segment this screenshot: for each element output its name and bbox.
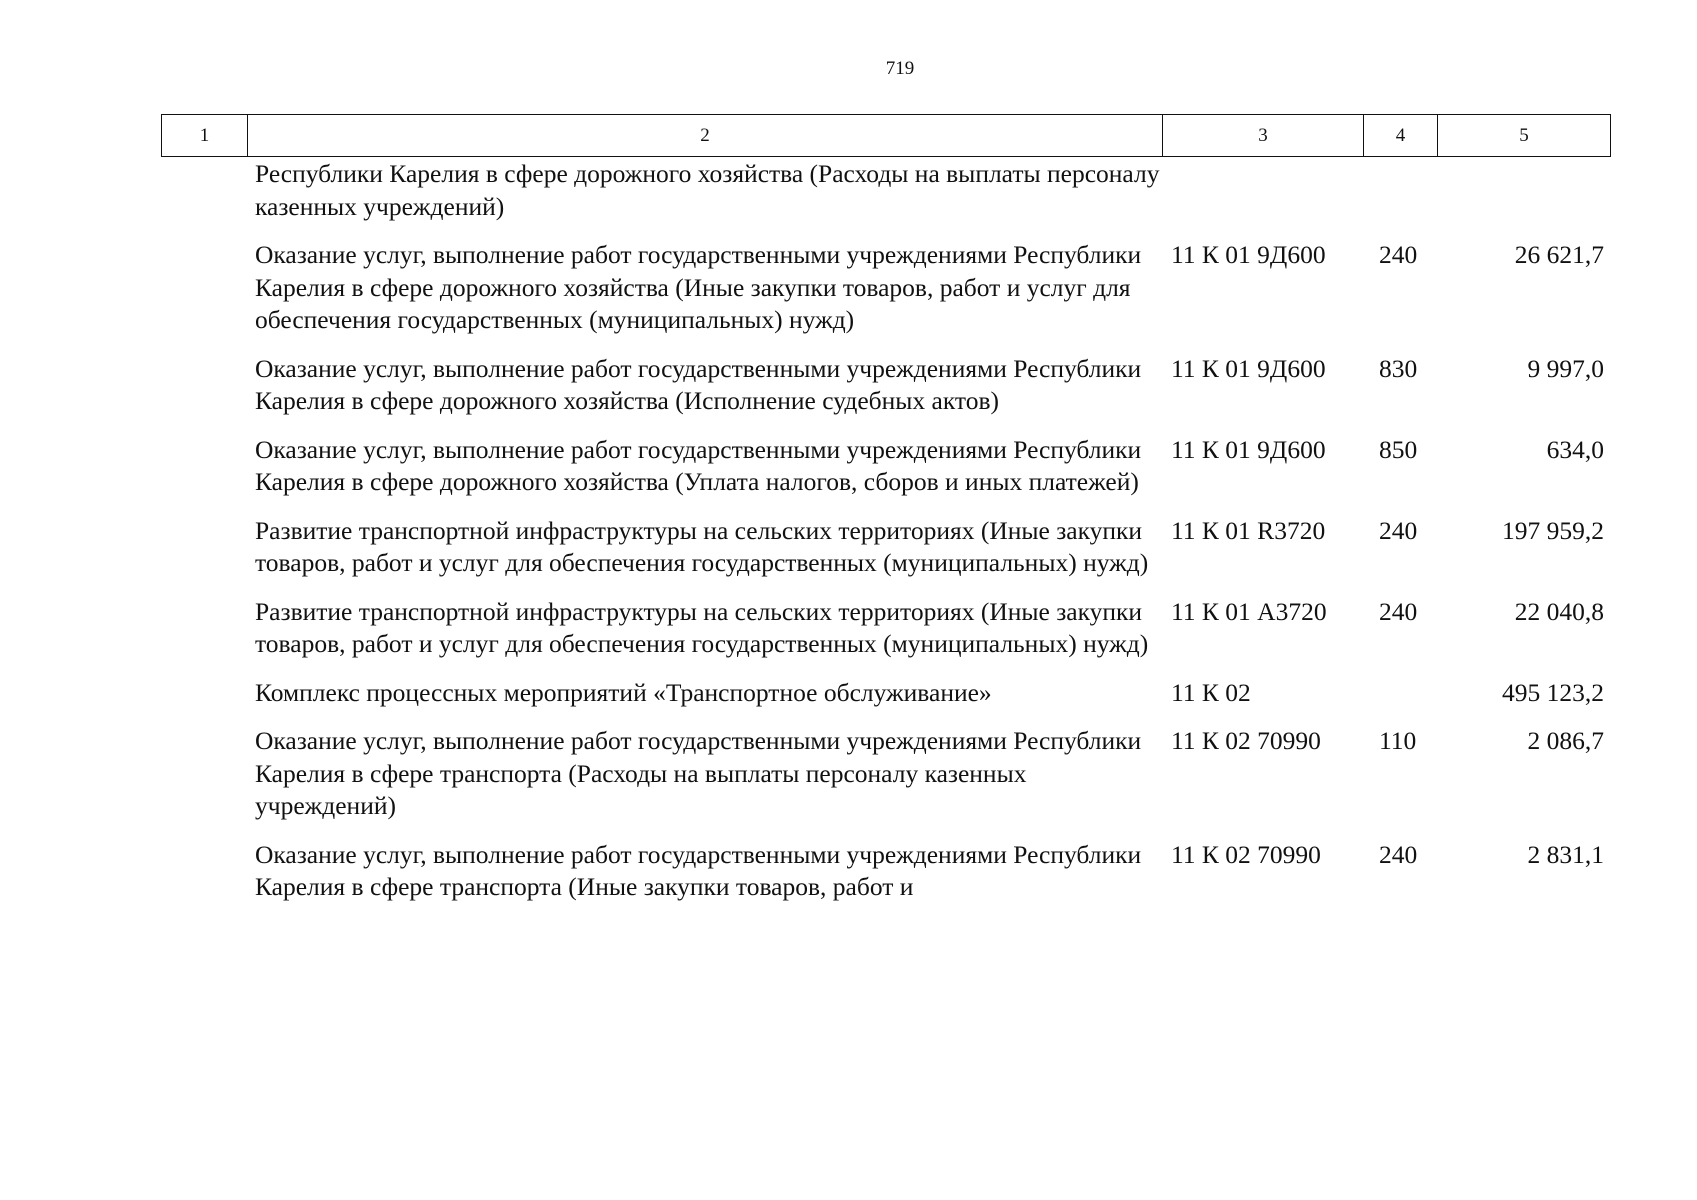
row-target-code: 11 К 01 9Д600	[1171, 353, 1326, 383]
row-amount: 634,0	[1546, 434, 1604, 464]
row-target-code: 11 К 01 R3720	[1171, 515, 1326, 545]
table-row	[161, 725, 1610, 823]
row-target-code: 11 К 01 9Д600	[1171, 434, 1326, 464]
row-description: Оказание услуг, выполнение работ государственными учреждениями Республики Карелия в сфере транспорта (Расходы на выплаты персоналу казенных учреждений)	[255, 726, 1142, 820]
row-target-code: 11 К 01 9Д600	[1171, 240, 1326, 269]
row-target-code: 11 К 02 70990	[1171, 839, 1321, 869]
row-description: Развитие транспортной инфраструктуры на сельских территориях (Иные закупки товаров, работ и услуг для обеспечения государственных (муниципальных) нужд)	[255, 596, 1149, 658]
row-expense-type: 240	[1379, 240, 1418, 269]
row-amount: 495 123,2	[1502, 677, 1604, 707]
row-amount: 26 621,7	[1514, 240, 1604, 269]
column-header-1: 1	[162, 115, 248, 157]
row-description: Развитие транспортной инфраструктуры на сельских территориях (Иные закупки товаров, работ и услуг для обеспечения государственных (муниципальных) нужд)	[255, 515, 1149, 577]
column-header-3: 3	[1163, 115, 1364, 157]
column-header-2: 2	[248, 115, 1163, 157]
table-row	[161, 239, 1610, 337]
row-target-code: 11 К 01 А3720	[1171, 596, 1327, 626]
budget-table-body	[161, 158, 1610, 920]
row-target-code: 11 К 02	[1171, 677, 1251, 707]
row-expense-type: 110	[1379, 726, 1417, 755]
table-row	[161, 839, 1610, 904]
table-row	[161, 434, 1610, 499]
row-expense-type: 240	[1379, 515, 1418, 545]
column-header-table	[161, 114, 1611, 157]
table-row	[161, 596, 1610, 661]
column-header-5: 5	[1438, 115, 1611, 157]
table-row	[161, 515, 1610, 580]
row-description: Республики Карелия в сфере дорожного хозяйства (Расходы на выплаты персоналу казенных учреждений)	[255, 159, 1160, 221]
row-amount: 22 040,8	[1514, 596, 1604, 626]
row-description: Оказание услуг, выполнение работ государственными учреждениями Республики Карелия в сфере дорожного хозяйства (Уплата налогов, сборов и иных платежей)	[255, 434, 1142, 496]
row-amount: 2 831,1	[1527, 839, 1604, 869]
row-target-code: 11 К 02 70990	[1171, 726, 1321, 755]
column-header-4: 4	[1364, 115, 1438, 157]
page-number: 719	[885, 58, 915, 79]
row-description: Оказание услуг, выполнение работ государственными учреждениями Республики Карелия в сфере дорожного хозяйства (Исполнение судебных актов)	[255, 353, 1142, 415]
column-header-row	[162, 115, 1611, 157]
row-expense-type: 850	[1379, 434, 1418, 464]
table-row	[161, 158, 1610, 223]
row-expense-type: 830	[1379, 353, 1418, 383]
row-description: Комплекс процессных мероприятий «Транспортное обслуживание»	[255, 677, 992, 707]
row-description: Оказание услуг, выполнение работ государственными учреждениями Республики Карелия в сфере дорожного хозяйства (Иные закупки товаров, работ и услуг для обеспечения государственных (муниципальных) нужд)	[255, 240, 1142, 334]
row-amount: 2 086,7	[1527, 726, 1604, 755]
table-row	[161, 353, 1610, 418]
row-amount: 9 997,0	[1527, 353, 1604, 383]
row-amount: 197 959,2	[1502, 515, 1604, 545]
row-description: Оказание услуг, выполнение работ государственными учреждениями Республики Карелия в сфере транспорта (Иные закупки товаров, работ и	[255, 839, 1142, 901]
row-expense-type: 240	[1379, 839, 1418, 869]
table-row	[161, 677, 1610, 710]
row-expense-type: 240	[1379, 596, 1418, 626]
